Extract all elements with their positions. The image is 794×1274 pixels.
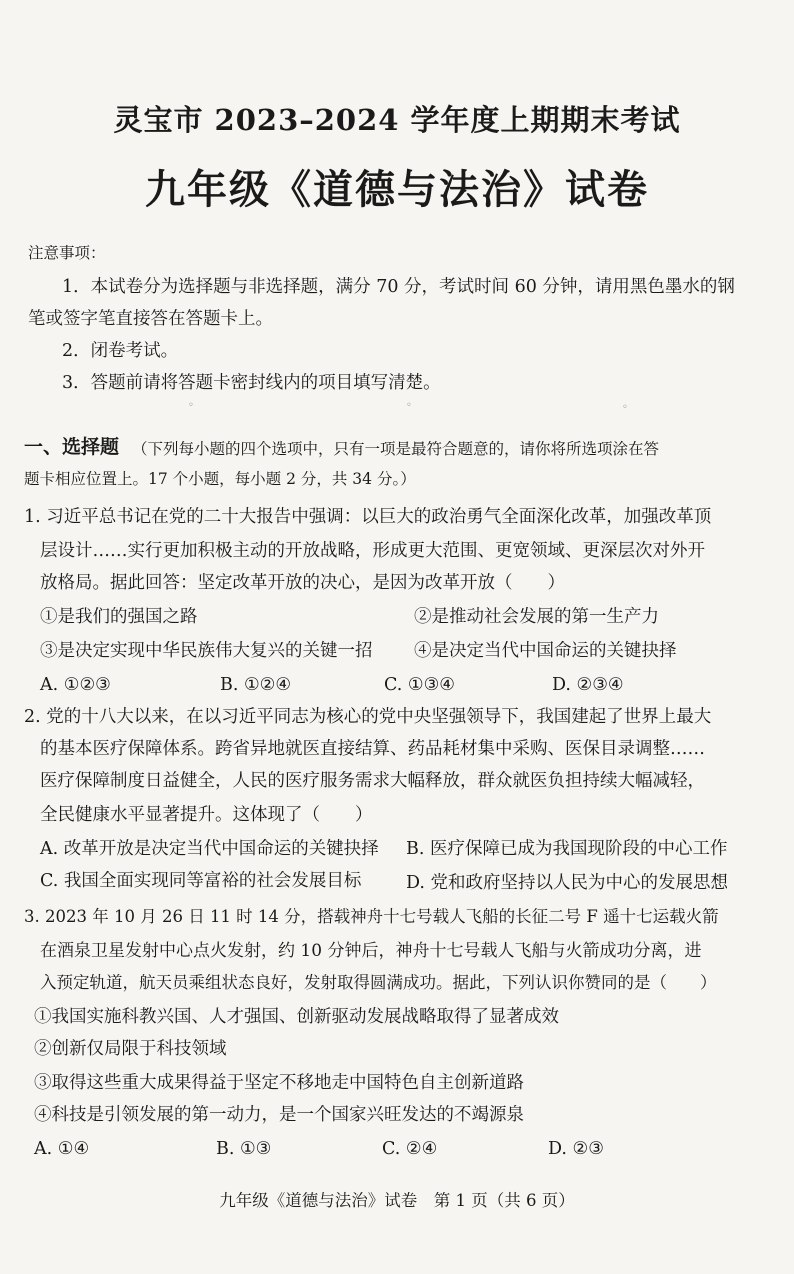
scan-mark: ◦ bbox=[188, 400, 194, 411]
section-1-instruction-line-2: 题卡相应位置上。17 个小题，每小题 2 分，共 34 分。） bbox=[24, 470, 416, 488]
q2-stem-line-2: 的基本医疗保障体系。跨省异地就医直接结算、药品耗材集中采购、医保目录调整…… bbox=[40, 739, 705, 759]
section-1-heading: 一、选择题 bbox=[24, 436, 120, 458]
q1-statement-3: ③是决定实现中华民族伟大复兴的关键一招 bbox=[40, 641, 373, 661]
q3-stem-line-3: 入预定轨道，航天员乘组状态良好，发射取得圆满成功。据此，下列认识你赞同的是（ ） bbox=[40, 973, 717, 992]
q1-option-b: B. ①②④ bbox=[220, 675, 292, 695]
q2-option-a: A. 改革开放是决定当代中国命运的关键抉择 bbox=[40, 839, 379, 859]
q2-option-b: B. 医疗保障已成为我国现阶段的中心工作 bbox=[406, 839, 728, 859]
scan-mark: ◦ bbox=[406, 400, 412, 411]
section-1-instruction-line-1: （下列每小题的四个选项中，只有一项是最符合题意的，请你将所选项涂在答 bbox=[132, 440, 660, 458]
q3-option-a: A. ①④ bbox=[34, 1139, 90, 1159]
q2-stem-line-3: 医疗保障制度日益健全，人民的医疗服务需求大幅释放，群众就医负担持续大幅减轻， bbox=[40, 771, 705, 791]
q1-option-c: C. ①③④ bbox=[384, 675, 455, 695]
q3-option-b: B. ①③ bbox=[216, 1139, 272, 1159]
q3-statement-3: ③取得这些重大成果得益于坚定不移地走中国特色自主创新道路 bbox=[34, 1073, 524, 1093]
q1-option-d: D. ②③④ bbox=[552, 675, 624, 695]
q1-stem-line-2: 层设计……实行更加积极主动的开放战略，形成更大范围、更宽领域、更深层次对外开 bbox=[40, 541, 705, 561]
exam-title: 灵宝市 2023–2024 学年度上期期末考试 bbox=[113, 103, 681, 137]
q3-statement-2: ②创新仅局限于科技领域 bbox=[34, 1039, 227, 1059]
scan-mark: ◦ bbox=[622, 402, 628, 413]
q2-option-d: D. 党和政府坚持以人民为中心的发展思想 bbox=[406, 873, 729, 893]
page-footer: 九年级《道德与法治》试卷 第 1 页（共 6 页） bbox=[219, 1191, 575, 1210]
q3-option-d: D. ②③ bbox=[548, 1139, 604, 1159]
q1-statement-4: ④是决定当代中国命运的关键抉择 bbox=[414, 641, 677, 661]
q1-statement-1: ①是我们的强国之路 bbox=[40, 607, 198, 627]
q3-stem-line-1: 3. 2023 年 10 月 26 日 11 时 14 分，搭载神舟十七号载人飞船的长征二号 F 遥十七运载火箭 bbox=[24, 907, 719, 926]
q1-stem-line-1: 1. 习近平总书记在党的二十大报告中强调：以巨大的政治勇气全面深化改革，加强改革顶 bbox=[24, 507, 712, 527]
q1-option-a: A. ①②③ bbox=[40, 675, 111, 695]
notice-item-3: 3．答题前请将答题卡密封线内的项目填写清楚。 bbox=[62, 373, 441, 393]
q2-option-c: C. 我国全面实现同等富裕的社会发展目标 bbox=[40, 871, 362, 891]
exam-subject-title: 九年级《道德与法治》试卷 bbox=[145, 166, 649, 213]
notice-heading: 注意事项： bbox=[28, 244, 106, 262]
q2-stem-line-4: 全民健康水平显著提升。这体现了（ ） bbox=[40, 805, 373, 825]
notice-item-1-line-2: 笔或签字笔直接答在答题卡上。 bbox=[28, 309, 273, 329]
notice-item-1-line-1: 1．本试卷分为选择题与非选择题，满分 70 分，考试时间 60 分钟，请用黑色墨水的钢 bbox=[62, 277, 735, 297]
q3-stem-line-2: 在酒泉卫星发射中心点火发射，约 10 分钟后，神舟十七号载人飞船与火箭成功分离，进 bbox=[40, 941, 702, 961]
q2-stem-line-1: 2. 党的十八大以来，在以习近平同志为核心的党中央坚强领导下，我国建起了世界上最大 bbox=[24, 707, 712, 727]
q1-stem-line-3: 放格局。据此回答：坚定改革开放的决心，是因为改革开放（ ） bbox=[40, 573, 565, 593]
q1-statement-2: ②是推动社会发展的第一生产力 bbox=[414, 607, 659, 627]
notice-item-2: 2．闭卷考试。 bbox=[62, 341, 179, 361]
q3-option-c: C. ②④ bbox=[382, 1139, 438, 1159]
q3-statement-1: ①我国实施科教兴国、人才强国、创新驱动发展战略取得了显著成效 bbox=[34, 1007, 559, 1027]
q3-statement-4: ④科技是引领发展的第一动力，是一个国家兴旺发达的不竭源泉 bbox=[34, 1105, 524, 1125]
